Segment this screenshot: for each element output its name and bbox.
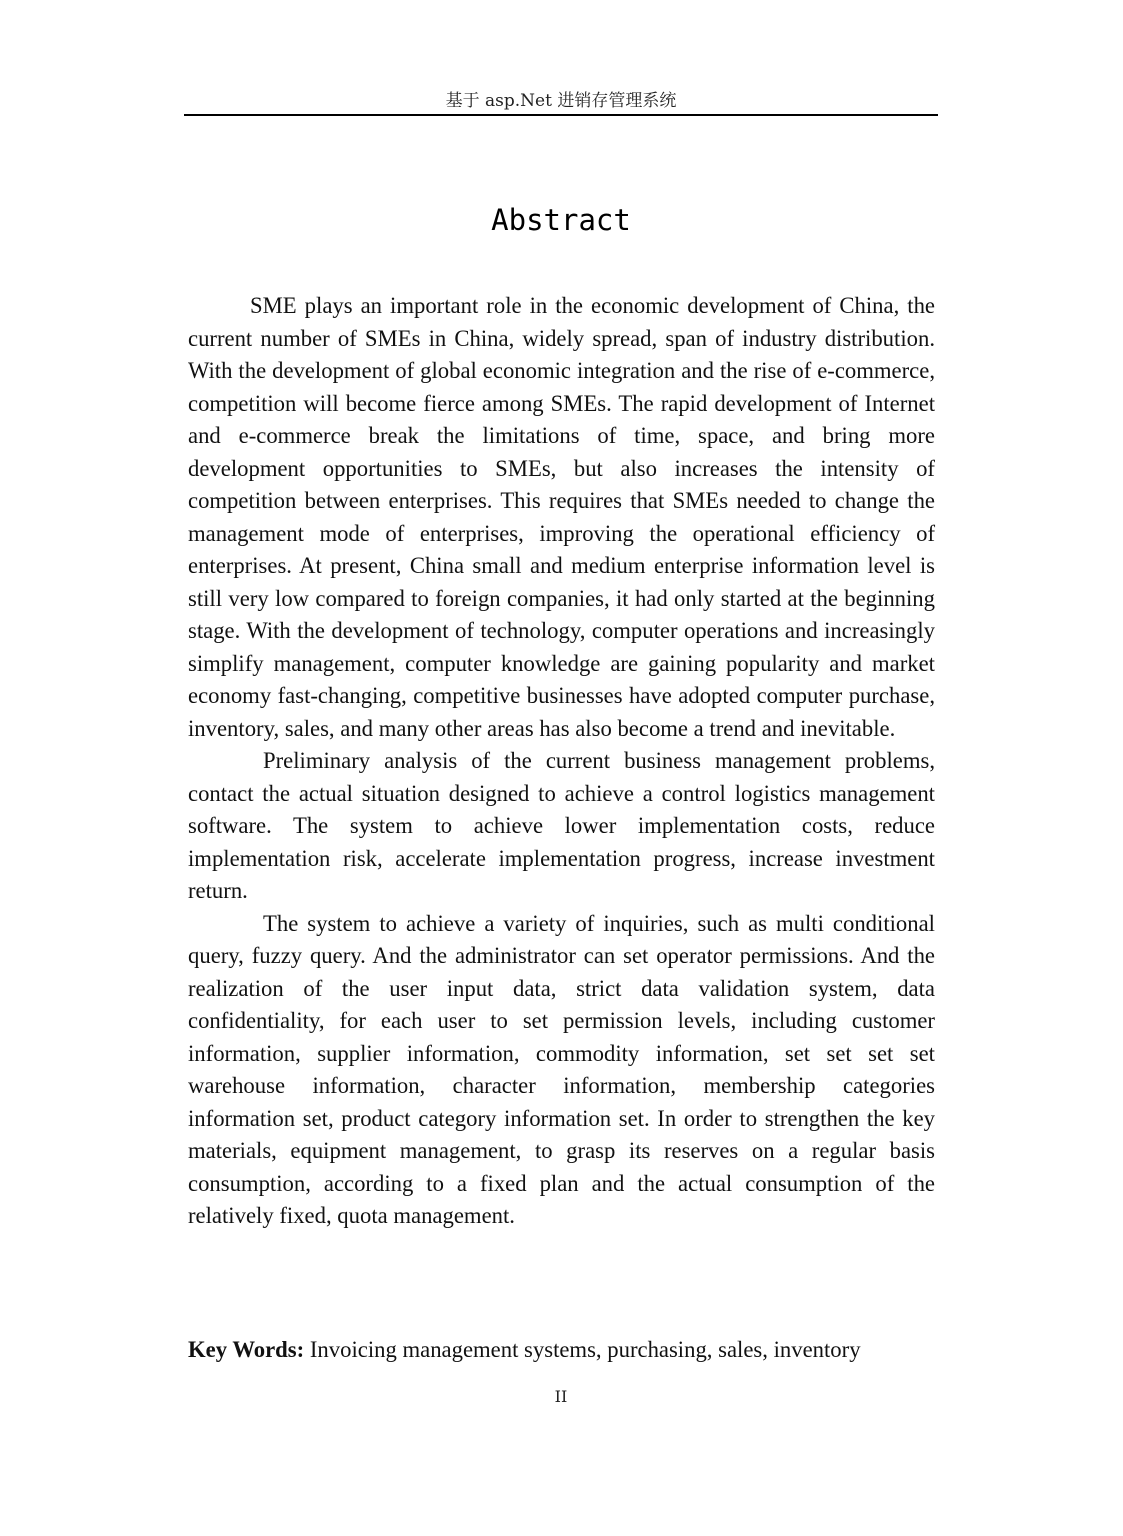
abstract-paragraph-2: Preliminary analysis of the current business management problems, contact the actual situation designed to achieve a control logistics management software. The system to achieve lower implementation costs, reduce implementation risk, accelerate implementation progress, increase investment return. <box>188 748 935 903</box>
keywords-label: Key Words: <box>188 1337 305 1362</box>
running-header: 基于 asp.Net 进销存管理系统 <box>445 91 677 111</box>
keywords-line <box>188 1334 948 1366</box>
abstract-body <box>188 290 935 1233</box>
abstract-paragraph-3: The system to achieve a variety of inquiries, such as multi conditional query, fuzzy query. And the administrator can set operator permissions. And the realization of the user input data, strict data validation system, data confidentiality, for each user to set permission levels, including customer information, supplier information, commodity information, set set set set warehouse information, character information, membership categories information set, product category information set. In order to strengthen the key materials, equipment management, to grasp its reserves on a regular basis consumption, according to a fixed plan and the actual consumption of the relatively fixed, quota management. <box>188 910 935 1228</box>
abstract-paragraph-1: SME plays an important role in the economic development of China, the current number of SMEs in China, widely spread, span of industry distribution. With the development of global economic integration and the rise of e-commerce, competition will become fierce among SMEs. The rapid development of Internet and e-commerce break the limitations of time, space, and bring more development opportunities to SMEs, but also increases the intensity of competition between enterprises. This requires that SMEs needed to change the management mode of enterprises, improving the operational efficiency of enterprises. At present, China small and medium enterprise information level is still very low compared to foreign companies, it had only started at the beginning stage. With the development of technology, computer operations and increasingly simplify management, computer knowledge are gaining popularity and market economy fast-changing, competitive businesses have adopted computer purchase, inventory, sales, and many other areas has also become a trend and inevitable. <box>188 293 935 741</box>
header-divider <box>184 114 938 116</box>
abstract-title: Abstract <box>491 203 631 237</box>
page-number: II <box>554 1387 568 1406</box>
keywords-text: Invoicing management systems, purchasing, sales, inventory <box>309 1337 861 1362</box>
